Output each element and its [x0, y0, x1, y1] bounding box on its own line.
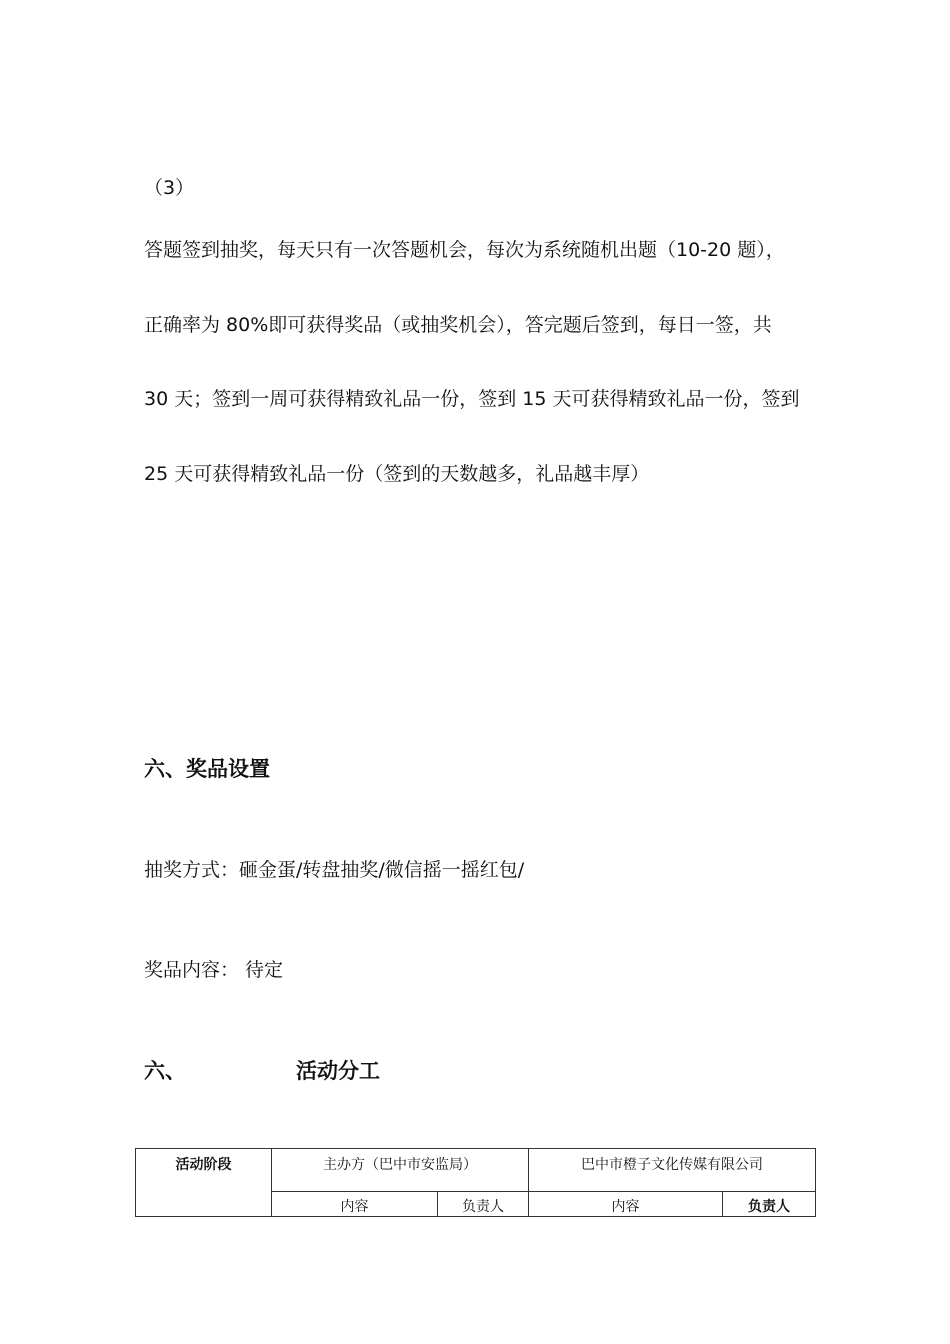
division-heading-text: 活动分工: [296, 1059, 380, 1083]
prize-method: 抽奖方式：砸金蛋/转盘抽奖/微信摇一摇红包/: [144, 859, 525, 881]
host-owner-header: 负责人: [438, 1192, 529, 1217]
header-stage: 活动阶段: [136, 1149, 272, 1217]
section-3-line-3: 30 天；签到一周可获得精致礼品一份，签到 15 天可获得精致礼品一份，签到: [144, 388, 800, 410]
division-heading-number: 六、: [144, 1059, 186, 1083]
section-3-line-4: 25 天可获得精致礼品一份（签到的天数越多，礼品越丰厚）: [144, 463, 650, 485]
header-company: 巴中市橙子文化传媒有限公司: [529, 1149, 816, 1192]
prizes-heading: 六、奖品设置: [144, 757, 270, 781]
company-owner-header: 负责人: [723, 1192, 816, 1217]
section-3-number: （3）: [144, 177, 195, 199]
division-table: [135, 1148, 816, 1217]
header-host: 主办方（巴中市安监局）: [272, 1149, 529, 1192]
host-content-header: 内容: [272, 1192, 438, 1217]
section-3-line-2: 正确率为 80%即可获得奖品（或抽奖机会），答完题后签到，每日一签，共: [144, 314, 772, 336]
division-heading: [144, 1058, 380, 1084]
company-content-header: 内容: [529, 1192, 723, 1217]
prize-content: 奖品内容： 待定: [144, 959, 284, 981]
section-3-line-1: 答题签到抽奖，每天只有一次答题机会，每次为系统随机出题（10-20 题），: [144, 239, 785, 261]
